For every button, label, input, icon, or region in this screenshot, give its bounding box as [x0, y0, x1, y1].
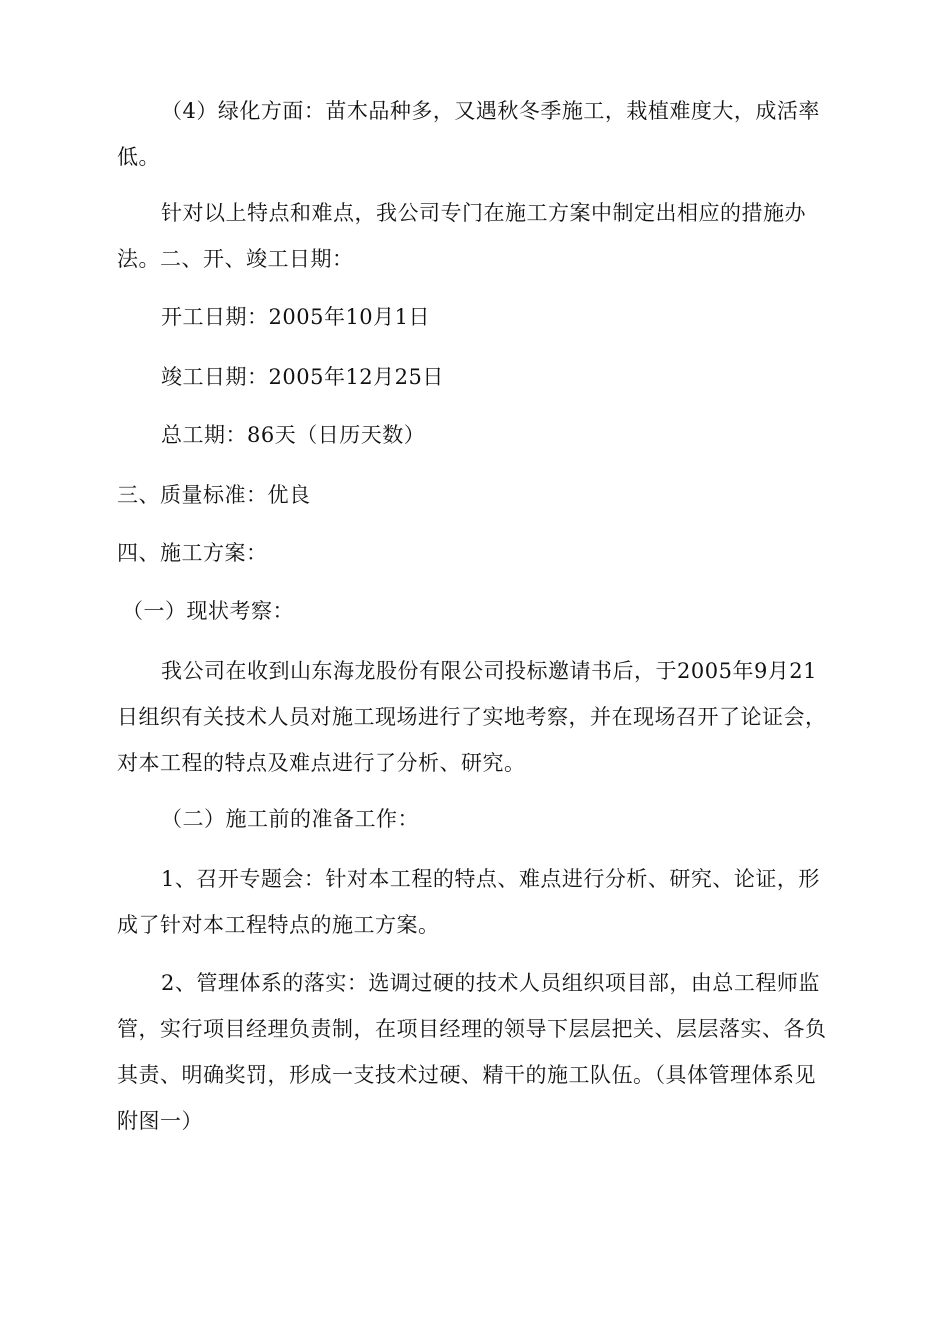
heading-quality-standard: 三、质量标准：优良: [117, 483, 311, 507]
heading-construction-plan: 四、施工方案：: [117, 541, 268, 565]
paragraph-greening: （4）绿化方面：苗木品种多，又遇秋冬季施工，栽植难度大，成活率低。: [117, 99, 820, 169]
paragraph-site-survey: 我公司在收到山东海龙股份有限公司投标邀请书后，于2005年9月21日组织有关技术人员对施工现场进行了实地考察，并在现场召开了论证会，对本工程的特点及难点进行了分析、研究。: [117, 659, 827, 775]
heading-site-survey: （一）现状考察：: [122, 599, 294, 623]
paragraph-start-date: 开工日期：2005年10月1日: [161, 305, 431, 329]
paragraph-measures: 针对以上特点和难点，我公司专门在施工方案中制定出相应的措施办法。二、开、竣工日期：: [117, 201, 806, 271]
paragraph-completion-date: 竣工日期：2005年12月25日: [161, 365, 444, 389]
paragraph-special-meeting: 1、召开专题会：针对本工程的特点、难点进行分析、研究、论证，形成了针对本工程特点的施工方案。: [117, 867, 820, 937]
paragraph-management-system: 2、管理体系的落实：选调过硬的技术人员组织项目部，由总工程师监管，实行项目经理负责制，在项目经理的领导下层层把关、层层落实、各负其责、明确奖罚，形成一支技术过硬、精干的施工队伍。（具体管理体系见附图一）: [117, 971, 827, 1133]
heading-preparation: （二）施工前的准备工作：: [161, 807, 419, 831]
paragraph-total-duration: 总工期：86天（日历天数）: [161, 423, 426, 447]
